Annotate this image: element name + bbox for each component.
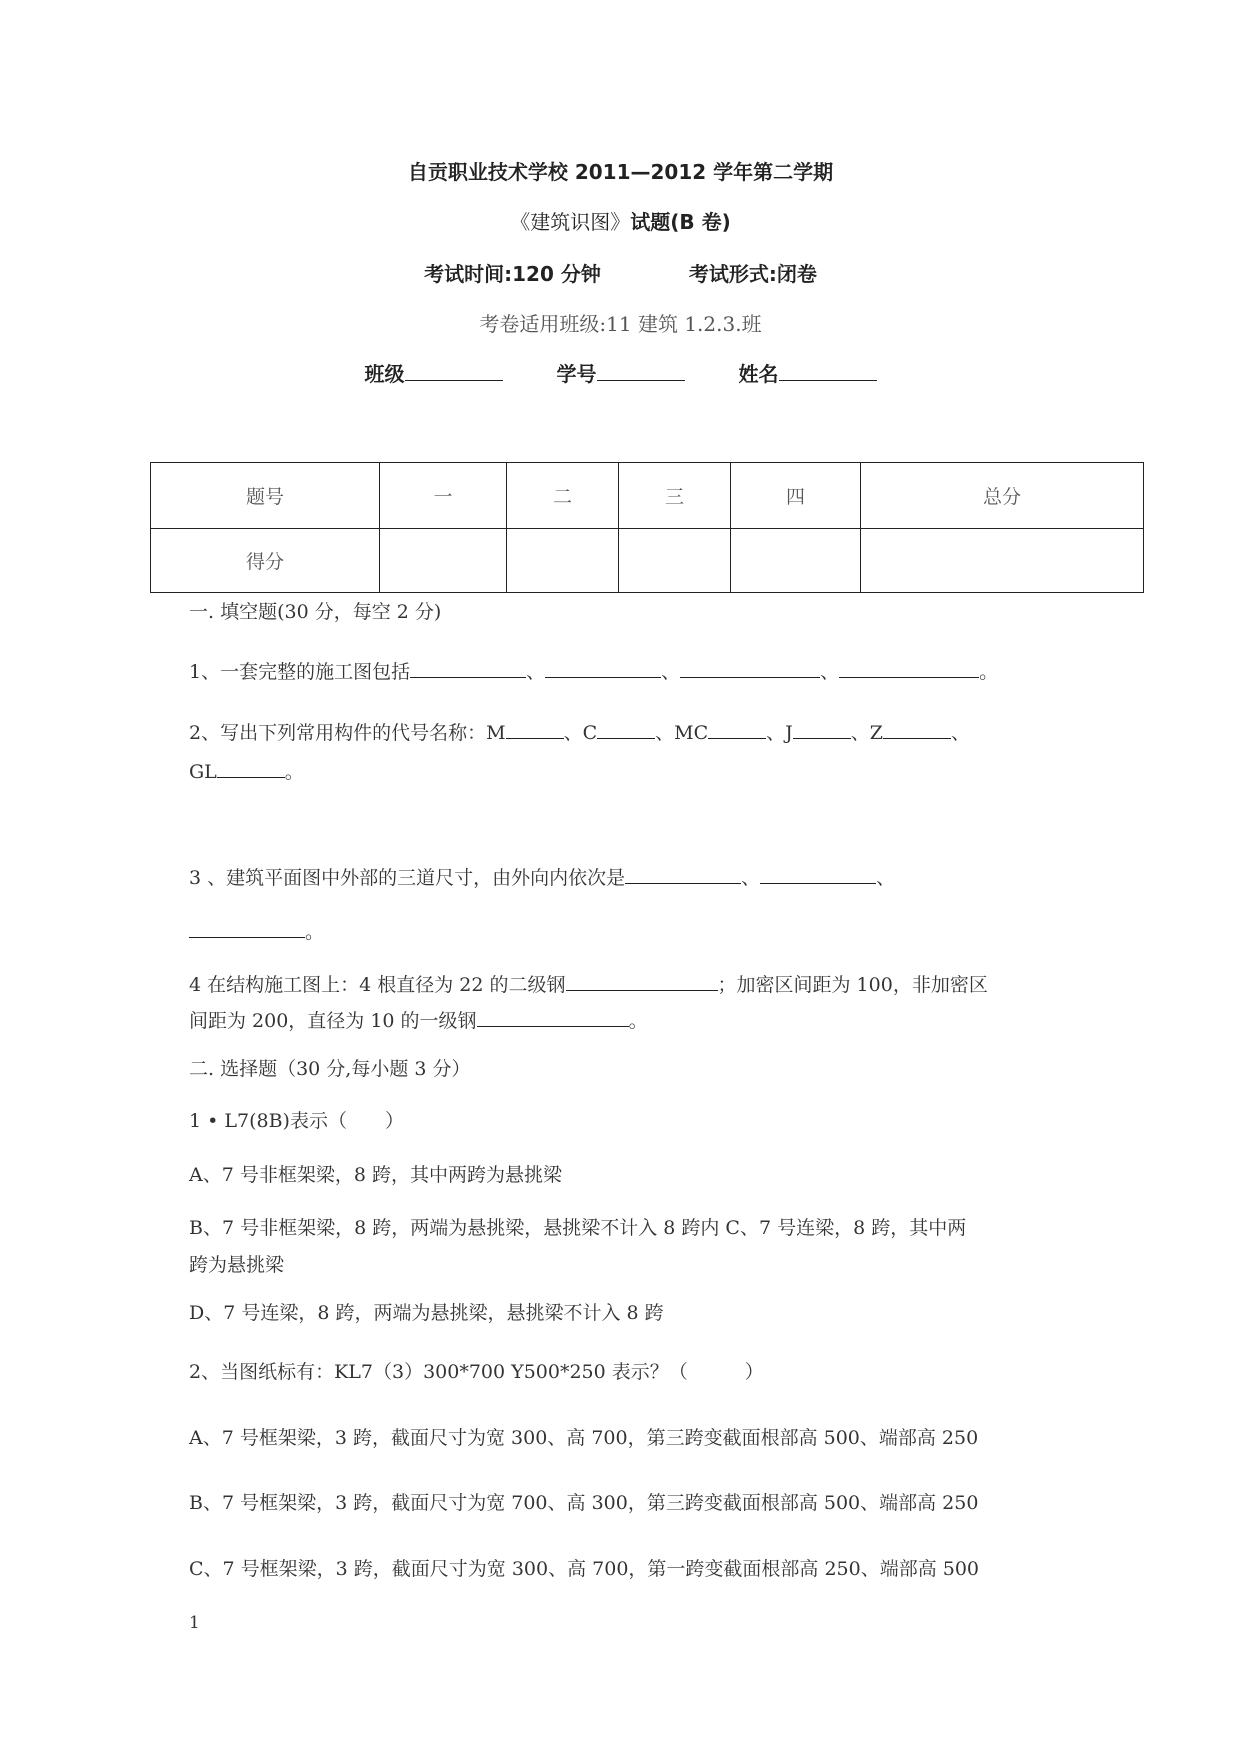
- column-header-4: 四: [731, 463, 861, 529]
- answer-blank[interactable]: [793, 720, 851, 739]
- student-id-label: 学号: [556, 362, 597, 386]
- answer-blank[interactable]: [217, 759, 285, 778]
- question-text: 间距为 200，直径为 10 的一级钢: [189, 1010, 477, 1032]
- exam-paper-label: 试题(B 卷): [630, 210, 731, 234]
- separator: 、: [741, 867, 761, 889]
- separator: 、: [876, 867, 896, 889]
- question-1-2: [189, 718, 970, 745]
- component-code: Z: [869, 722, 883, 744]
- question-text: ；加密区间距为 100，非加密区: [717, 974, 988, 996]
- answer-blank[interactable]: [625, 865, 741, 884]
- column-header-1: 一: [380, 463, 507, 529]
- period: 。: [628, 1010, 648, 1032]
- exam-format: 考试形式:闭卷: [688, 262, 817, 286]
- component-code: M: [486, 722, 506, 744]
- score-cell-total[interactable]: [861, 529, 1144, 593]
- score-row-label: 得分: [151, 529, 380, 593]
- score-cell-1[interactable]: [380, 529, 507, 593]
- answer-blank[interactable]: [477, 1008, 629, 1027]
- separator: 、: [655, 722, 675, 744]
- question-text: 3 、建筑平面图中外部的三道尺寸，由外向内依次是: [189, 867, 626, 889]
- answer-blank[interactable]: [708, 720, 766, 739]
- question-text: 2、写出下列常用构件的代号名称：: [189, 722, 487, 744]
- question-2-2-option-a[interactable]: A、7 号框架梁，3 跨，截面尺寸为宽 300、高 700，第三跨变截面根部高 500、端部高 250: [189, 1427, 979, 1449]
- component-code: MC: [674, 722, 709, 744]
- question-1-2-cont: [189, 757, 304, 784]
- component-code: GL: [189, 761, 217, 783]
- answer-blank[interactable]: [597, 720, 655, 739]
- question-1-3-cont: [189, 917, 324, 944]
- page-number: 1: [189, 1613, 200, 1633]
- exam-time: 考试时间:120 分钟: [424, 262, 601, 286]
- question-text: 1、一套完整的施工图包括: [189, 661, 411, 683]
- score-cell-2[interactable]: [507, 529, 619, 593]
- answer-blank[interactable]: [883, 720, 951, 739]
- question-1-4: [189, 970, 988, 997]
- student-info-line: [0, 358, 1241, 387]
- exam-info-line: [0, 258, 1241, 287]
- answer-blank[interactable]: [680, 659, 820, 678]
- separator: 、: [661, 661, 681, 683]
- answer-blank[interactable]: [566, 972, 718, 991]
- separator: 、: [563, 722, 583, 744]
- score-table: [150, 462, 1144, 593]
- answer-blank[interactable]: [189, 919, 305, 938]
- answer-blank[interactable]: [545, 659, 661, 678]
- name-label: 姓名: [738, 362, 779, 386]
- row-header-cell: 题号: [151, 463, 380, 529]
- period: 。: [305, 921, 325, 943]
- score-table-header-row: [151, 463, 1144, 529]
- question-text: 4 在结构施工图上：4 根直径为 22 的二级钢: [189, 974, 566, 996]
- class-label: 班级: [364, 362, 405, 386]
- answer-blank[interactable]: [839, 659, 979, 678]
- separator: 、: [820, 661, 840, 683]
- question-1-4-cont: [189, 1006, 648, 1033]
- column-header-2: 二: [507, 463, 619, 529]
- separator: 、: [951, 722, 971, 744]
- school-term-title: 自贡职业技术学校 2011—2012 学年第二学期: [407, 160, 834, 184]
- name-blank[interactable]: [779, 362, 877, 381]
- column-header-3: 三: [619, 463, 731, 529]
- score-cell-4[interactable]: [731, 529, 861, 593]
- separator: 、: [850, 722, 870, 744]
- separator: 、: [766, 722, 786, 744]
- question-2-1-option-d[interactable]: D、7 号连梁，8 跨，两端为悬挑梁，悬挑梁不计入 8 跨: [189, 1302, 664, 1324]
- applicable-classes: 考卷适用班级:11 建筑 1.2.3.班: [479, 312, 762, 336]
- answer-blank[interactable]: [410, 659, 526, 678]
- column-header-total: 总分: [861, 463, 1144, 529]
- section1-title: 一. 填空题(30 分，每空 2 分): [189, 601, 442, 623]
- answer-blank[interactable]: [760, 865, 876, 884]
- question-1-3: [189, 863, 895, 890]
- question-2-1-option-b-cont[interactable]: 跨为悬挑梁: [189, 1254, 285, 1276]
- class-blank[interactable]: [405, 362, 503, 381]
- question-2-2-stem: 2、当图纸标有：KL7（3）300*700 Y500*250 表示？（ ）: [189, 1361, 764, 1383]
- question-2-2-option-b[interactable]: B、7 号框架梁，3 跨，截面尺寸为宽 700、高 300，第三跨变截面根部高 500、端部高 250: [189, 1492, 979, 1514]
- period: 。: [979, 661, 999, 683]
- separator: 、: [526, 661, 546, 683]
- section2-title: 二. 选择题（30 分,每小题 3 分）: [189, 1058, 471, 1080]
- question-2-2-option-c[interactable]: C、7 号框架梁，3 跨，截面尺寸为宽 300、高 700，第一跨变截面根部高 250、端部高 500: [189, 1558, 980, 1580]
- question-2-1-option-a[interactable]: A、7 号非框架梁，8 跨，其中两跨为悬挑梁: [189, 1164, 562, 1186]
- student-id-blank[interactable]: [597, 362, 685, 381]
- component-code: J: [785, 722, 793, 744]
- component-code: C: [582, 722, 598, 744]
- exam-title: [0, 206, 1241, 235]
- subject-name: 《建筑识图》: [510, 210, 631, 234]
- score-table-score-row: [151, 529, 1144, 593]
- score-cell-3[interactable]: [619, 529, 731, 593]
- question-2-1-stem: 1 • L7(8B)表示（ ）: [189, 1110, 404, 1132]
- answer-blank[interactable]: [506, 720, 564, 739]
- period: 。: [284, 761, 304, 783]
- question-1-1: [189, 657, 998, 684]
- question-2-1-option-b[interactable]: B、7 号非框架梁，8 跨，两端为悬挑梁，悬挑梁不计入 8 跨内 C、7 号连梁，8 跨，其中两: [189, 1217, 967, 1239]
